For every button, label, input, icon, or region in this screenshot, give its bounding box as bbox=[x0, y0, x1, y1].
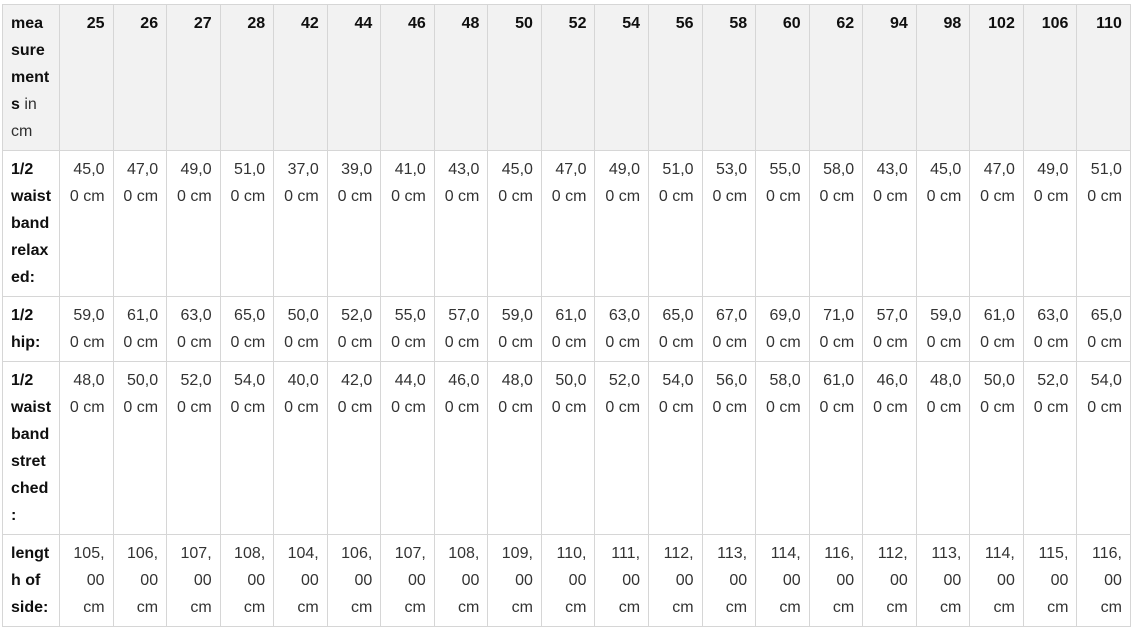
measurement-value-cell: 63,00 cm bbox=[1023, 297, 1077, 362]
measurement-value-cell: 105,00 cm bbox=[60, 535, 114, 627]
measurement-value-cell: 112,00 cm bbox=[649, 535, 703, 627]
size-column-header: 44 bbox=[327, 5, 381, 151]
row-label: 1/2 hip: bbox=[3, 297, 60, 362]
size-column-header: 60 bbox=[756, 5, 810, 151]
measurement-value-cell: 46,00 cm bbox=[434, 362, 488, 535]
measurements-label-suffix: in cm bbox=[11, 96, 37, 140]
measurement-value-cell: 106,00 cm bbox=[327, 535, 381, 627]
measurement-value-cell: 71,00 cm bbox=[809, 297, 863, 362]
measurement-value-cell: 112,00 cm bbox=[863, 535, 917, 627]
measurement-value-cell: 50,00 cm bbox=[113, 362, 167, 535]
measurement-value-cell: 49,00 cm bbox=[167, 151, 221, 297]
measurement-value-cell: 51,00 cm bbox=[649, 151, 703, 297]
measurement-value-cell: 45,00 cm bbox=[916, 151, 970, 297]
measurement-value-cell: 114,00 cm bbox=[756, 535, 810, 627]
size-column-header: 48 bbox=[434, 5, 488, 151]
measurement-value-cell: 63,00 cm bbox=[167, 297, 221, 362]
measurement-value-cell: 59,00 cm bbox=[916, 297, 970, 362]
header-row bbox=[3, 5, 1131, 151]
measurement-value-cell: 61,00 cm bbox=[970, 297, 1024, 362]
measurement-value-cell: 58,00 cm bbox=[756, 362, 810, 535]
measurement-value-cell: 44,00 cm bbox=[381, 362, 435, 535]
measurement-value-cell: 45,00 cm bbox=[488, 151, 542, 297]
measurement-value-cell: 106,00 cm bbox=[113, 535, 167, 627]
measurement-value-cell: 114,00 cm bbox=[970, 535, 1024, 627]
measurement-value-cell: 107,00 cm bbox=[167, 535, 221, 627]
measurement-value-cell: 63,00 cm bbox=[595, 297, 649, 362]
measurement-value-cell: 51,00 cm bbox=[1077, 151, 1131, 297]
measurement-value-cell: 56,00 cm bbox=[702, 362, 756, 535]
size-column-header: 25 bbox=[60, 5, 114, 151]
measurement-value-cell: 58,00 cm bbox=[809, 151, 863, 297]
measurement-value-cell: 113,00 cm bbox=[916, 535, 970, 627]
measurement-value-cell: 65,00 cm bbox=[649, 297, 703, 362]
measurement-row bbox=[3, 297, 1131, 362]
measurement-value-cell: 45,00 cm bbox=[60, 151, 114, 297]
measurement-value-cell: 54,00 cm bbox=[649, 362, 703, 535]
measurement-value-cell: 55,00 cm bbox=[756, 151, 810, 297]
measurement-value-cell: 46,00 cm bbox=[863, 362, 917, 535]
measurement-value-cell: 61,00 cm bbox=[541, 297, 595, 362]
measurement-value-cell: 39,00 cm bbox=[327, 151, 381, 297]
measurement-value-cell: 113,00 cm bbox=[702, 535, 756, 627]
measurement-value-cell: 43,00 cm bbox=[863, 151, 917, 297]
measurement-value-cell: 59,00 cm bbox=[488, 297, 542, 362]
size-column-header: 56 bbox=[649, 5, 703, 151]
size-column-header: 28 bbox=[220, 5, 274, 151]
row-label: 1/2 waistband stretched: bbox=[3, 362, 60, 535]
measurement-value-cell: 53,00 cm bbox=[702, 151, 756, 297]
size-column-header: 50 bbox=[488, 5, 542, 151]
size-column-header: 106 bbox=[1023, 5, 1077, 151]
measurement-value-cell: 40,00 cm bbox=[274, 362, 328, 535]
size-column-header: 52 bbox=[541, 5, 595, 151]
measurement-value-cell: 43,00 cm bbox=[434, 151, 488, 297]
measurement-value-cell: 59,00 cm bbox=[60, 297, 114, 362]
measurement-value-cell: 55,00 cm bbox=[381, 297, 435, 362]
size-chart-table bbox=[2, 4, 1131, 627]
measurement-value-cell: 49,00 cm bbox=[595, 151, 649, 297]
measurement-value-cell: 115,00 cm bbox=[1023, 535, 1077, 627]
measurement-row bbox=[3, 362, 1131, 535]
measurement-value-cell: 51,00 cm bbox=[220, 151, 274, 297]
measurement-value-cell: 47,00 cm bbox=[113, 151, 167, 297]
size-column-header: 102 bbox=[970, 5, 1024, 151]
measurement-value-cell: 54,00 cm bbox=[1077, 362, 1131, 535]
size-column-header: 94 bbox=[863, 5, 917, 151]
measurement-value-cell: 50,00 cm bbox=[274, 297, 328, 362]
size-column-header: 46 bbox=[381, 5, 435, 151]
measurement-value-cell: 57,00 cm bbox=[863, 297, 917, 362]
measurement-value-cell: 42,00 cm bbox=[327, 362, 381, 535]
size-column-header: 110 bbox=[1077, 5, 1131, 151]
measurement-value-cell: 54,00 cm bbox=[220, 362, 274, 535]
measurement-value-cell: 47,00 cm bbox=[541, 151, 595, 297]
size-column-header: 58 bbox=[702, 5, 756, 151]
measurement-value-cell: 116,00 cm bbox=[1077, 535, 1131, 627]
measurement-value-cell: 67,00 cm bbox=[702, 297, 756, 362]
measurement-value-cell: 48,00 cm bbox=[488, 362, 542, 535]
measurement-value-cell: 107,00 cm bbox=[381, 535, 435, 627]
measurement-value-cell: 52,00 cm bbox=[1023, 362, 1077, 535]
measurement-value-cell: 48,00 cm bbox=[60, 362, 114, 535]
measurement-row bbox=[3, 151, 1131, 297]
size-column-header: 27 bbox=[167, 5, 221, 151]
measurement-value-cell: 37,00 cm bbox=[274, 151, 328, 297]
size-column-header: 42 bbox=[274, 5, 328, 151]
measurement-value-cell: 69,00 cm bbox=[756, 297, 810, 362]
measurement-value-cell: 104,00 cm bbox=[274, 535, 328, 627]
row-label: 1/2 waistband relaxed: bbox=[3, 151, 60, 297]
size-column-header: 26 bbox=[113, 5, 167, 151]
measurement-value-cell: 47,00 cm bbox=[970, 151, 1024, 297]
measurement-value-cell: 110,00 cm bbox=[541, 535, 595, 627]
size-column-header: 54 bbox=[595, 5, 649, 151]
measurement-value-cell: 61,00 cm bbox=[113, 297, 167, 362]
measurements-label-bold: measurements bbox=[11, 15, 50, 113]
measurement-value-cell: 52,00 cm bbox=[595, 362, 649, 535]
measurement-value-cell: 116,00 cm bbox=[809, 535, 863, 627]
measurement-value-cell: 50,00 cm bbox=[541, 362, 595, 535]
measurement-value-cell: 52,00 cm bbox=[167, 362, 221, 535]
measurement-value-cell: 52,00 cm bbox=[327, 297, 381, 362]
measurement-value-cell: 48,00 cm bbox=[916, 362, 970, 535]
measurement-value-cell: 61,00 cm bbox=[809, 362, 863, 535]
measurement-value-cell: 50,00 cm bbox=[970, 362, 1024, 535]
measurement-value-cell: 108,00 cm bbox=[434, 535, 488, 627]
measurements-header-cell bbox=[3, 5, 60, 151]
measurement-value-cell: 108,00 cm bbox=[220, 535, 274, 627]
size-column-header: 98 bbox=[916, 5, 970, 151]
measurement-value-cell: 65,00 cm bbox=[1077, 297, 1131, 362]
measurement-value-cell: 109,00 cm bbox=[488, 535, 542, 627]
measurement-row bbox=[3, 535, 1131, 627]
measurement-value-cell: 65,00 cm bbox=[220, 297, 274, 362]
measurement-value-cell: 49,00 cm bbox=[1023, 151, 1077, 297]
measurement-value-cell: 41,00 cm bbox=[381, 151, 435, 297]
row-label: length of side: bbox=[3, 535, 60, 627]
measurement-value-cell: 57,00 cm bbox=[434, 297, 488, 362]
size-column-header: 62 bbox=[809, 5, 863, 151]
measurement-value-cell: 111,00 cm bbox=[595, 535, 649, 627]
